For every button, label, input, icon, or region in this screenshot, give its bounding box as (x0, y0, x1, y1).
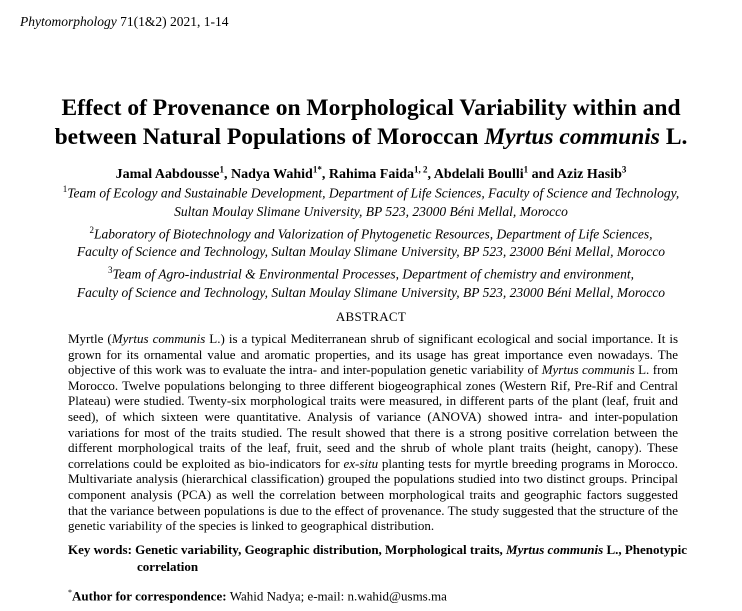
abstract-species: Myrtus communis (541, 362, 635, 378)
author-name: Aziz Hasib (556, 166, 622, 182)
journal-issue: 71(1&2) 2021, 1-14 (120, 14, 229, 29)
affiliation-2-line-1 (0, 221, 742, 244)
keywords-text: Genetic variability, Geographic distribution, Morphological traits, (135, 542, 507, 557)
affiliation-1-line-1 (0, 180, 742, 203)
keywords-species: Myrtus communis (506, 542, 604, 557)
abstract-segment: L. from Morocco. Twelve populations belonging to three different biogeographical zones (Western Rif, Pre-Rif and Central Plateau) were studied. Twenty-six morphological traits were measured, in different parts of the plant (leaf, fruit and seed), of which sixteen were quantitative. Analysis of variance (ANOVA) showed intra- and inter-population variations for most of the traits studied. The result showed that there is a strong positive correlation between the different morphological traits of the leaf, fruit, seed and the shrub of whole plant traits (height, canopy). These correlations could be exploited as bio-indicators for (68, 362, 679, 471)
affiliation-sup: 3 (108, 265, 113, 275)
abstract-heading: ABSTRACT (335, 309, 407, 324)
abstract-segment: Myrtle ( (68, 331, 112, 346)
abstract-segment: L.) is a typical Mediterranean shrub of significant ecological and social importance. It is grown for its ornamental value and aromatic properties, and its usage has great importance even nowadays. The objective of this work was to evaluate the intra- and inter-population genetic variability of (68, 331, 678, 378)
author-affil-sup: 3 (621, 164, 627, 174)
author-affil-sup: 1, 2 (414, 164, 428, 174)
author-affil-sup: 1 (523, 164, 529, 174)
correspondence (68, 588, 708, 604)
title-line-2-end: L. (659, 124, 688, 150)
affiliation-text: Team of Ecology and Sustainable Development, Department of Life Sciences, Faculty of Science and Technology, (67, 185, 680, 201)
affiliation-3-line-1 (0, 261, 742, 284)
keywords (68, 541, 708, 575)
author-name: Nadya Wahid (230, 166, 313, 182)
author-name: Jamal Aabdousse (115, 166, 220, 182)
author-separator: , (321, 166, 329, 182)
affiliation-sup: 1 (62, 184, 68, 194)
affiliation-1-line-2: Sultan Moulay Slimane University, BP 523, 23000 Béni Mellal, Morocco (174, 203, 568, 219)
keywords-text-continued: correlation (137, 559, 199, 574)
affiliations (0, 180, 742, 302)
title-line-2-text: between Natural Populations of Moroccan (54, 124, 485, 150)
author-name: Abdelali Boulli (433, 166, 524, 182)
author-separator: , (223, 166, 231, 182)
author-separator: and (528, 166, 557, 182)
author-affil-sup: 1 (219, 164, 224, 174)
title-species: Myrtus communis (484, 124, 660, 150)
title-line-1: Effect of Provenance on Morphological Variability within and (61, 95, 681, 121)
author-affil-sup: 1* (312, 164, 322, 174)
correspondence-label: Author for correspondence: (72, 588, 230, 604)
affiliation-text: Team of Agro-industrial & Environmental Processes, Department of chemistry and environment, (112, 266, 634, 282)
abstract-species: Myrtus communis (111, 331, 206, 346)
title-line-2 (0, 123, 742, 152)
keywords-text: L., Phenotypic (603, 542, 687, 557)
keywords-label: Key words: (68, 542, 136, 557)
correspondence-text: Wahid Nadya; e-mail: n.wahid@usms.ma (229, 588, 447, 604)
author-separator: , (427, 166, 434, 182)
paper-title (0, 94, 742, 152)
affiliation-3-line-2: Faculty of Science and Technology, Sultan Moulay Slimane University, BP 523, 23000 Béni Mellal, Morocco (76, 284, 666, 300)
author-name: Rahima Faida (328, 166, 415, 182)
journal-citation (20, 14, 229, 30)
affiliation-sup: 2 (89, 224, 94, 235)
abstract-term: ex-situ (343, 455, 379, 471)
journal-name: Phytomorphology (20, 14, 117, 29)
abstract-segment: planting tests for myrtle breeding programs in Morocco. Multivariate analysis (hierarchical classification) grouped the populations studied into two distinct groups. Principal component analysis (PCA) as well the correlation between morphological traits and geographic factors suggested that the variance between populations is due to the effect of provenance. The study suggested that the structure of the genetic variability of the species is linked to geographical distribution. (68, 455, 678, 534)
abstract-text (68, 331, 678, 534)
correspondence-asterisk: * (68, 588, 72, 597)
affiliation-text: Laboratory of Biotechnology and Valorization of Phytogenetic Resources, Department of Life Sciences, (93, 226, 653, 241)
affiliation-2-line-2: Faculty of Science and Technology, Sultan Moulay Slimane University, BP 523, 23000 Béni Mellal, Morocco (76, 244, 666, 259)
